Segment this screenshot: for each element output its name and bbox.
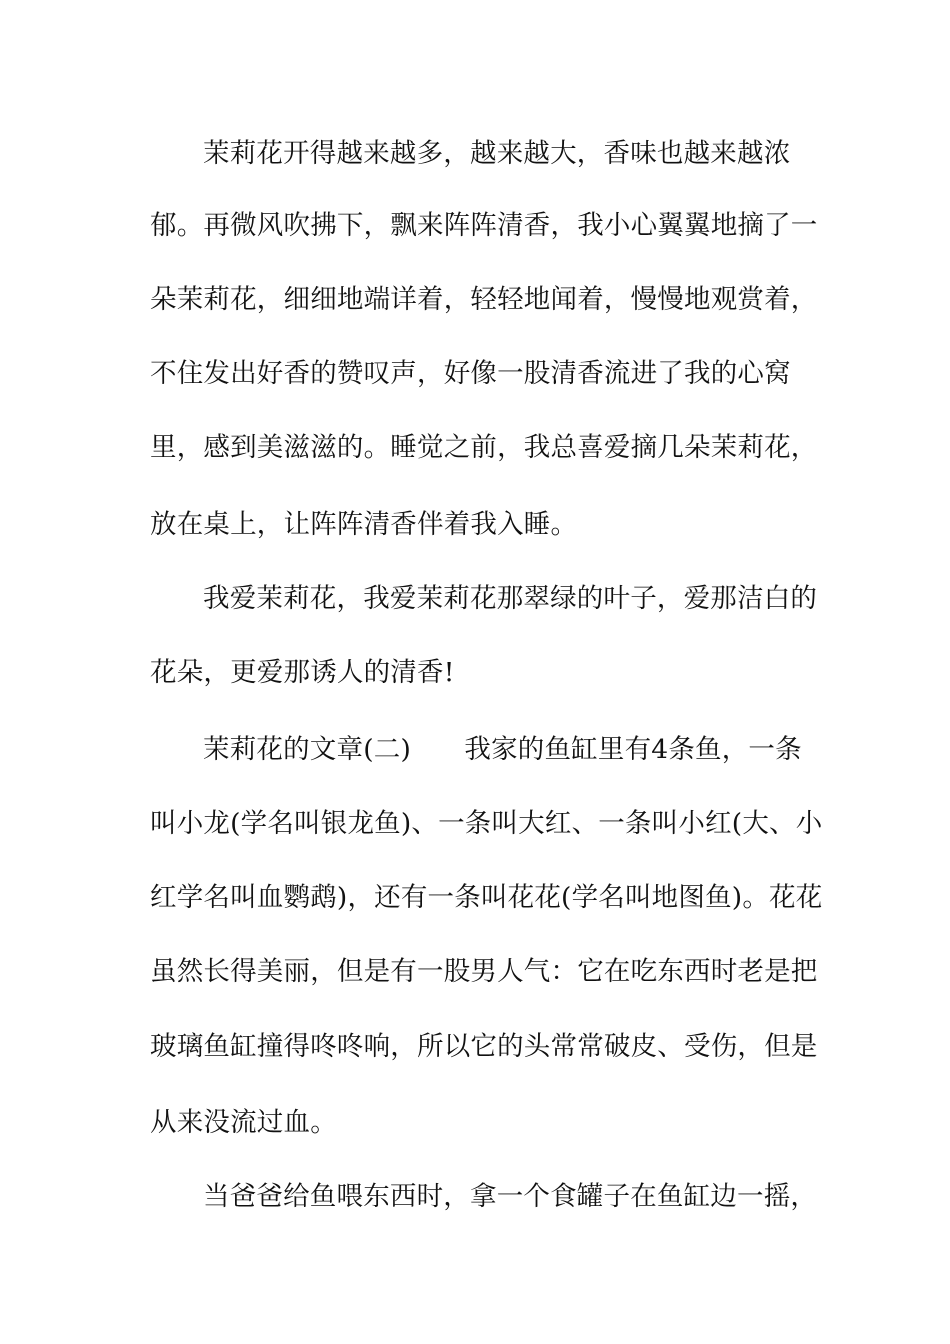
text-line: 茉莉花的文章(二) 我家的鱼缸里有4条鱼，一条 [203,734,802,765]
text-line: 放在桌上，让阵阵清香伴着我入睡。 [150,509,578,540]
text-line: 从来没流过血。 [150,1107,337,1138]
text-line: 朵茉莉花，细细地端详着，轻轻地闻着，慢慢地观赏着， [150,284,818,315]
text-line: 茉莉花开得越来越多，越来越大，香味也越来越浓 [203,138,791,169]
text-line: 红学名叫血鹦鹉)，还有一条叫花花(学名叫地图鱼)。花花 [150,882,823,913]
text-line: 叫小龙(学名叫银龙鱼)、一条叫大红、一条叫小红(大、小 [150,808,823,839]
text-line: 不住发出好香的赞叹声，好像一股清香流进了我的心窝 [150,358,791,389]
text-line: 当爸爸给鱼喂东西时，拿一个食罐子在鱼缸边一摇， [203,1181,818,1212]
text-line: 郁。再微风吹拂下，飘来阵阵清香，我小心翼翼地摘了一 [150,210,818,241]
text-line: 玻璃鱼缸撞得咚咚响，所以它的头常常破皮、受伤，但是 [150,1031,818,1062]
text-line: 我爱茉莉花，我爱茉莉花那翠绿的叶子，爱那洁白的 [203,583,818,614]
text-line: 里，感到美滋滋的。睡觉之前，我总喜爱摘几朵茉莉花， [150,432,818,463]
text-line: 虽然长得美丽，但是有一股男人气：它在吃东西时老是把 [150,956,818,987]
text-line: 花朵，更爱那诱人的清香! [150,657,455,688]
